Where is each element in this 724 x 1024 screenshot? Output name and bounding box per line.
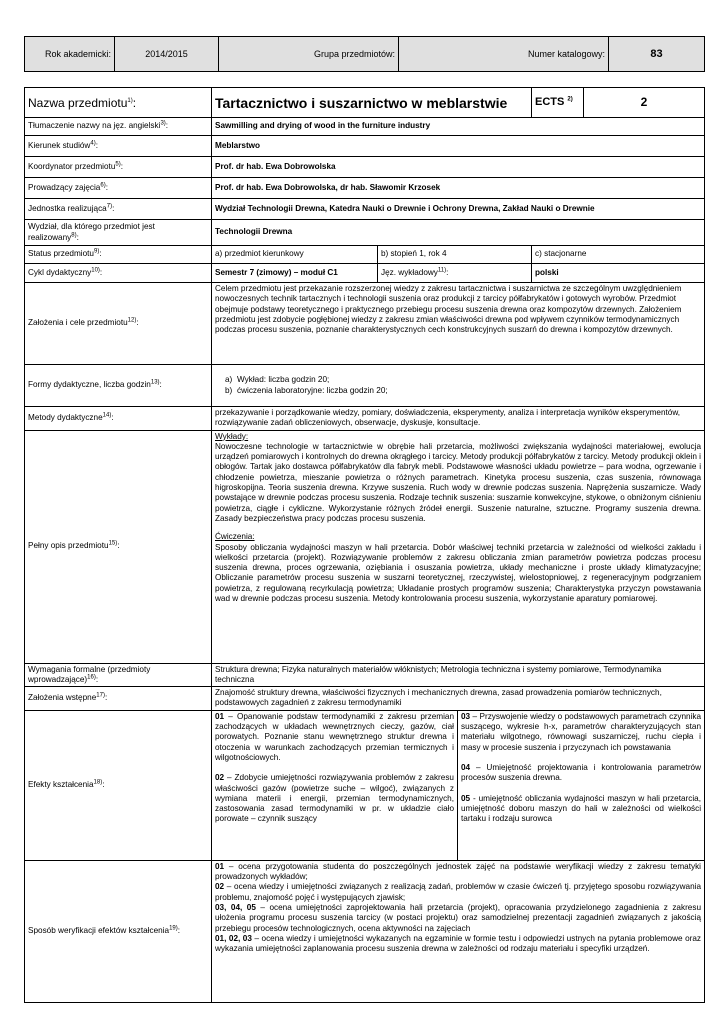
field-value: Meblarstwo — [212, 136, 705, 157]
teachers-label: Prowadzący zajęcia — [28, 182, 101, 192]
catalog-number-value: 83 — [609, 37, 705, 72]
forms-label: Formy dydaktyczne, liczba godzin — [28, 380, 151, 390]
effect-number: 05 — [461, 793, 471, 803]
effect-item — [461, 763, 701, 784]
coordinator-value: Prof. dr hab. Ewa Dobrowolska — [212, 157, 705, 178]
coordinator-label: Koordynator przedmiotu — [28, 161, 116, 171]
goals-text: Celem przedmiotu jest przekazanie rozszerzonej wiedzy z zakresu tartacznictwa i suszarnictwa ze szczególnym uwzględnieniem nowoczesnych technik tartacznych i technologii suszenia oraz produkcji z tarcicy półfabrykatów i gotowych wyrobów. Przedmiot obejmuje podstawy teoretycznego i praktycznego przebiegu procesu suszenia drewna oraz kompozytów drzewnych. Założeniem przedmiotu jest zdobycie pogłębionej wiedzy z zakresu zmian właściwości drewna pod wpływem czynników termodynamicznych podczas procesu suszenia, poznanie charakterystycznych cech konstrukcyjnych suszarń do drewna i kompozytów drzewnych. — [212, 283, 705, 365]
forms-lab: ćwiczenia laboratoryjne: liczba godzin 20; — [237, 385, 388, 395]
footnote-ref: 4) — [90, 140, 96, 147]
footnote-ref: 1) — [127, 97, 133, 104]
footnote-ref: 10) — [91, 267, 100, 274]
effect-number: 03 — [461, 711, 471, 721]
academic-year-label: Rok akademicki: — [25, 37, 115, 72]
status-mode: c) stacjonarne — [532, 246, 705, 264]
forms-list — [215, 375, 701, 396]
effect-number: 01, 02, 03 — [215, 933, 252, 943]
lectures-heading: Wykłady: — [215, 431, 249, 441]
footnote-ref: 11) — [437, 267, 447, 274]
forms-lecture: Wykład: liczba godzin 20; — [237, 375, 330, 385]
footnote-ref: 7) — [106, 203, 113, 210]
cycle-value: Semestr 7 (zimowy) – moduł C1 — [212, 264, 378, 283]
effects-label: Efekty kształcenia — [28, 780, 94, 790]
effect-item — [215, 862, 701, 883]
description-label: Pełny opis przedmiotu — [28, 541, 109, 551]
status-label: Status przedmiotu — [28, 249, 94, 259]
footnote-ref: 13) — [150, 379, 160, 386]
effect-number: 01 — [215, 861, 225, 871]
subject-name-value: Tartacznictwo i suszarnictwo w meblarstwie — [212, 88, 532, 118]
requirements-text: Struktura drewna; Fizyka naturalnych materiałów włóknistych; Metrologia techniczna i systemy pomiarowe, Termodynamika techniczna — [212, 663, 705, 687]
effect-number: 04 — [461, 762, 471, 772]
exercises-text: Sposoby obliczania wydajności maszyn w hali przetarcia. Dobór właściwej techniki przetarcia w zależności od wielkości zakładu i wielkości przetarcia (projekt). Rozwiązywanie problemów z zakresu obliczania zmian parametrów powietrza podczas procesu suszenia drewna, proces ogrzewania, oziębiania i osuszania powietrza, układy mechaniczne i proste układy klimatyzacyjne; Obliczanie parametrów procesu suszenia w suszarni teoretycznej, rzeczywistej, wielostopniowej, z regeneracyjnym podgrzaniem powietrza, z regulowaną recyrkulacją powietrza; Układanie prostych programów suszenia; Charakterystyka przyczyn powstawania wad w drewnie podczas procesu suszenia. Metody kontrolowania procesu suszenia, wykorzystanie aparatury pomiarowej. — [215, 542, 702, 604]
effect-text: – Przyswojenie wiedzy o podstawowych parametrach czynnika suszącego, wykresie h-x, parametrów charakteryzujących stan materiału wilgotnego, równowagi suszarniczej, ruchu ciepła i masy w procesie suszenia i przyczynach ich powstawania — [461, 711, 702, 752]
translation-value: Sawmilling and drying of wood in the furniture industry — [212, 118, 705, 136]
effect-text: – ocena wiedzy i umiejętności wykazanych na egzaminie w formie testu i odpowiedzi ustnych na pytania problemowe oraz wykazania umiejętności zaplanowania procesu suszenia drewna w zależności od rodzaju materiału i specyfiki urządzeń. — [215, 933, 702, 954]
language-value: polski — [532, 264, 705, 283]
effect-item — [215, 903, 701, 934]
effect-number: 02 — [215, 882, 225, 892]
translation-label: Tłumaczenie nazwy na jęz. angielski — [28, 121, 161, 131]
cycle-label: Cykl dydaktyczny — [28, 267, 92, 277]
methods-label: Metody dydaktyczne — [28, 413, 103, 423]
lectures-text: Nowoczesne technologie w tartacznictwie w obrębie hali przetarcia, możliwości zwiększania wydajności materiałowej, ewolucja urządzeń pomiarowych i kontrolnych do drewna okrągłego i tarcicy. Metody produkcji półfabrykatów z tarcicy. Metody produkcji oklein i obłogów. Tartak jako dostawca półfabrykatów dla fabryk mebli. Podstawowe własności układu powietrze – para wodna, ogrzewanie i chłodzenie powietrza, mieszanie powietrza o różnych parametrach. Kinetyka procesu suszenia, czas suszenia, równowaga higroskopijna. Teoria suszenia drewna. Krzywe suszenia. Ruch wody w drewnie podczas suszenia. Naprężenia suszarnicze. Wady powstające w drewnie podczas procesu suszenia. Rodzaje technik suszenia: suszarnie konwekcyjne, stykowe, o obniżonym ciśnieniu powietrza, ciągłe i cykliczne. Wykorzystanie różnych źródeł energii. Suszenie naturalne, sztuczne. Programy suszenia drewna. Zasady bezpieczeństwa pracy podczas procesu suszenia. — [215, 441, 702, 523]
exercises-heading: Ćwiczenia: — [215, 532, 255, 542]
syllabus-table: Nazwa przedmiotu$^{1)}$: Tartacznictwo i suszarnictwo w meblarstwie ECTS $^{2)}$ 2 Tłumaczenie nazwy na jęz. angielski$^{3)}$: Sawmilling and drying of wood in the furniture industry Kierunek studiów$^{4)}$: Meblarstwo Koordynator przedmiotu$^{5)}$: Prof. dr hab. Ewa Dobrowolska Prowadzący zajęcia$^{6)}$: Prof. dr hab. Ewa Dobrowolska, dr hab. Sławomir Krzosek Jednostka realizująca$^{7)}$: Wydział Technologii Drewna, Katedra Nauki o Drewnie i Ochrony Drewna, Zakład Nauki o Drewnie Wydział, dla którego przedmiot jest realizowany$^{8)}$: Technologii Drewna Status przedmiotu$^{9)}$: a) przedmiot kierunkowy b) stopień 1, rok 4 c) stacjonarne Cykl dydaktyczny$^{10)}$: Semestr 7 (zimowy) – moduł C1 Jęz. wykładowy$^{11)}$: polski Założenia i cele przedmiotu$^{12)}$: Celem przedmiotu jest przekazanie rozszerzonej wiedzy z zakresu tartacznictwa i suszarnictwa ze szczególnym uwzględnieniem nowoczesnych technik tartacznych i technologii suszenia oraz produkcji z tarcicy półfabrykatów i gotowych wyrobów. Przedmiot obejmuje podstawy teoretycznego i praktycznego przebiegu procesu suszenia drewna oraz kompozytów drzewnych. Założeniem przedmiotu jest zdobycie pogłębionej wiedzy z zakresu zmian właściwości drewna pod wpływem czynników termodynamicznych podczas procesu suszenia, poznanie charakterystycznych cech konstrukcyjnych suszarń do drewna i kompozytów drzewnych. Formy dydaktyczne, liczba godzin$^{13)}$: a) Wykład: liczba godzin 20; b) ćwiczenia laboratoryjne: liczba godzin 20; Metody dydaktyczne$^{14)}$: przekazywanie i porządkowanie wiedzy, pomiary, doświadczenia, eksperymenty, analiza i interpretacja wyników eksperymentów, rozwiązywanie zadań obliczeniowych, obserwacje, dyskusje, konsultacje. Pełny opis przedmiotu$^{15)}$: Wykłady: Nowoczesne technologie w tartacznictwie w obrębie hali przetarcia, możliwości zwiększania wydajności materiałowej, ewolucja urządzeń pomiarowych i kontrolnych do drewna okrągłego i tarcicy. Metody produkcji półfabrykatów z tarcicy. Metody produkcji oklein i obłogów. Tartak jako dostawca półfabrykatów dla fabryk mebli. Podstawowe własności układu powietrze – para wodna, ogrzewanie i chłodzenie powietrza, mieszanie powietrza o różnych parametrach. Kinetyka procesu suszenia, czas suszenia, równowaga higroskopijna. Teoria suszenia drewna. Krzywe suszenia. Ruch wody w drewnie podczas suszenia. Naprężenia suszarnicze. Wady powstające w drewnie podczas procesu suszenia. Rodzaje technik suszenia: suszarnie konwekcyjne, stykowe, o obniżonym ciśnieniu powietrza, ciągłe i cykliczne. Wykorzystanie różnych źródeł energii. Suszenie naturalne, sztuczne. Programy suszenia drewna. Zasady bezpieczeństwa pracy podczas procesu suszenia. Ćwiczenia: Sposoby obliczania wydajności maszyn w hali przetarcia. Dobór właściwej techniki przetarcia w zależności od wielkości zakładu i wielkości przetarcia (projekt). Rozwiązywanie problemów z zakresu obliczania zmian parametrów powietrza podczas procesu suszenia drewna, proces ogrzewania, oziębiania i osuszania powietrza, układy mechaniczne i proste układy klimatyzacyjne; Obliczanie parametrów procesu suszenia w suszarni teoretycznej, rzeczywistej, wielostopniowej, z regeneracyjnym podgrzaniem powietrza, z regulowaną recyrkulacją powietrza; Układanie prostych programów suszenia; Charakterystyka przyczyn powstawania wad w drewnie podczas procesu suszenia. Metody kontrolowania procesu suszenia, wykorzystanie aparatury pomiarowej. Wymagania formalne (przedmioty wprowadzające)$^{16)}$: Struktura drewna; Fizyka naturalnych materiałów włóknistych; Metrologia techniczna i systemy pomiarowe, Termodynamika techniczna Założenia wstępne$^{17)}$: Znajomość struktury drewna, właściwości fizycznych i mechanicznych drewna, zasad prowadzenia pomiarów technicznych, podstawowych zagadnień z zakresu termodynamiki Efekty kształcenia$^{18)}$: 01 – Opanowanie podstaw termodynamiki z zakresu przemian zachodzących w układach wewnętrznych cieczy, gazów, ciał porowatych. Poznanie stanu wewnętrznego struktur drewna i otoczenia w warunkach zachodzących przemian termicznych i wilgotnościowych. 02 – Zdobycie umiejętności rozwiązywania problemów z zakresu właściwości gazów (powietrze suche – wilgoć), związanych z wymiana materii i energii, przemian termodynamicznych, zastosowania zasad termodynamiki w pr. w układzie ciało porowate – czynnik suszący 03 – Przyswojenie wiedzy o podstawowych parametrach czynnika suszącego, wykresie h-x, parametrów charakteryzujących stan materiału wilgotnego, równowagi suszarniczej, ruchu ciepła i masy w procesie suszenia i przyczynach ich powstawania 04 – Umiejętność projektowania i kontrolowania parametrów procesów suszenia drewna. 05 - umiejętność obliczania wydajności maszyn w hali przetarcia, umiejętność doboru maszyn do hali w zależności od wielkości tartaku i rodzaju surowca Sposób weryfikacji efektów kształcenia$^{19)}$: 01 – ocena przygotowania studenta do poszczególnych jednostek zajęć na podstawie weryfikacji wiedzy z zakresu tematyki prowadzonych wykładów; 02 – ocena wiedzy i umiejętności związanych z realizacją zadań, problemów w czasie ćwiczeń tj. przyjętego sposobu rozwiązywania problemu, znajomość pojęć i występujących zjawisk; 03, 04, 05 – ocena umiejętności zaprojektowania hali przetarcia (projekt), opracowania przydzielonego zagadnienia z zakresu ułożenia programu procesu suszenia tarcicy (w postaci projektu) oraz samodzielnej prezentacji zagadnień związanych z jakością przebiegu procesów technologicznych, ocena aktywności na zajęciach 01, 02, 03 – ocena wiedzy i umiejętności wykazanych na egzaminie w formie testu i odpowiedzi ustnych na pytania problemowe oraz wykazania umiejętności zaplanowania procesu suszenia drewna w zależności od rodzaju materiału i specyfiki urządzeń. — [24, 87, 705, 1003]
effect-text: – ocena umiejętności zaprojektowania hali przetarcia (projekt), opracowania przydzielonego zagadnienia z zakresu ułożenia programu procesu suszenia tarcicy (w postaci projektu) oraz samodzielnej prezentacji zagadnień związanych z jakością przebiegu procesów technologicznych, ocena aktywności na zajęciach — [215, 902, 702, 933]
effects-right — [458, 710, 705, 860]
catalog-number-label: Numer katalogowy: — [399, 37, 609, 72]
teachers-value: Prof. dr hab. Ewa Dobrowolska, dr hab. Sławomir Krzosek — [212, 178, 705, 199]
subject-group-label: Grupa przedmiotów: — [219, 37, 399, 72]
effect-item — [461, 794, 701, 825]
list-marker: b) — [225, 385, 233, 395]
header-table — [24, 36, 705, 72]
academic-year-value: 2014/2015 — [115, 37, 219, 72]
status-type: a) przedmiot kierunkowy — [212, 246, 378, 264]
list-marker: a) — [225, 375, 233, 385]
list-item — [225, 386, 701, 396]
footnote-ref: 6) — [100, 182, 106, 189]
effect-item — [215, 882, 701, 903]
footnote-ref: 2) — [567, 96, 573, 103]
footnote-ref: 3) — [160, 120, 166, 127]
prerequisites-label: Założenia wstępne — [28, 693, 97, 703]
footnote-ref: 9) — [94, 248, 100, 255]
verification-label: Sposób weryfikacji efektów kształcenia — [28, 926, 170, 936]
unit-label: Jednostka realizująca — [28, 203, 107, 213]
faculty-value: Technologii Drewna — [212, 220, 705, 246]
effect-item — [215, 773, 454, 824]
effect-text: – ocena wiedzy i umiejętności związanych z realizacją zadań, problemów w czasie ćwiczeń tj. przyjętego sposobu rozwiązywania problemu, znajomość pojęć i występujących zjawisk; — [215, 882, 702, 902]
effect-item — [215, 934, 701, 955]
footnote-ref: 15) — [108, 540, 118, 547]
footnote-ref: 12) — [127, 317, 137, 324]
footnote-ref: 17) — [96, 692, 105, 699]
footnote-ref: 18) — [93, 779, 103, 786]
effects-left — [212, 710, 458, 860]
language-label: Jęz. wykładowy — [381, 267, 438, 277]
status-level: b) stopień 1, rok 4 — [378, 246, 532, 264]
requirements-label: Wymagania formalne (przedmioty wprowadzające) — [28, 664, 151, 684]
ects-label: ECTS — [535, 96, 565, 109]
effect-number: 03, 04, 05 — [215, 902, 256, 912]
subject-name-row: Nazwa przedmiotu$^{1)}$: Tartacznictwo i suszarnictwo w meblarstwie ECTS $^{2)}$ 2 — [25, 88, 705, 118]
list-item — [225, 375, 701, 385]
footnote-ref: 19) — [169, 925, 178, 932]
effect-item — [215, 712, 454, 763]
faculty-label: Wydział, dla którego przedmiot jest realizowany — [28, 222, 155, 242]
subject-name-label: Nazwa przedmiotu — [28, 95, 128, 110]
effect-text: – Umiejętność projektowania i kontrolowania parametrów procesów suszenia drewna. — [461, 762, 702, 783]
effect-text: - umiejętność obliczania wydajności maszyn w hali przetarcia, umiejętność doboru maszyn do hali w zależności od wielkości tartaku i rodzaju surowca — [461, 793, 702, 824]
footnote-ref: 8) — [71, 231, 77, 238]
effect-number: 01 — [215, 711, 225, 721]
effect-text: – ocena przygotowania studenta do poszczególnych jednostek zajęć na podstawie weryfikacji wiedzy z zakresu tematyki prowadzonych wykładów; — [215, 861, 702, 882]
methods-text: przekazywanie i porządkowanie wiedzy, pomiary, doświadczenia, eksperymenty, analiza i interpretacja wyników eksperymentów, rozwiązywanie zadań obliczeniowych, obserwacje, dyskusje, konsultacje. — [212, 407, 705, 431]
ects-value: 2 — [584, 88, 705, 118]
effect-text: – Zdobycie umiejętności rozwiązywania problemów z zakresu właściwości gazów (powietrze suche – wilgoć), związanych z wymiana materii i energii, przemian termodynamicznych, zastosowania zasad termodynamiki w pr. w układzie ciało porowate – czynnik suszący — [215, 773, 454, 824]
prerequisites-text: Znajomość struktury drewna, właściwości fizycznych i mechanicznych drewna, zasad prowadzenia pomiarów technicznych, podstawowych zagadnień z zakresu termodynamiki — [212, 687, 705, 711]
footnote-ref: 14) — [102, 412, 112, 419]
goals-label: Założenia i cele przedmiotu — [28, 318, 128, 328]
effect-number: 02 — [215, 773, 225, 783]
field-label: Kierunek studiów — [28, 140, 91, 150]
footnote-ref: 16) — [87, 674, 96, 681]
effect-text: – Opanowanie podstaw termodynamiki z zakresu przemian zachodzących w układach wewnętrznych cieczy, gazów, ciał porowatych. Poznanie stanu wewnętrznego struktur drewna i otoczenia w warunkach zachodzących przemian termicznych i wilgotnościowych. — [215, 711, 454, 762]
effect-item — [461, 712, 701, 753]
unit-value: Wydział Technologii Drewna, Katedra Nauki o Drewnie i Ochrony Drewna, Zakład Nauki o Drewnie — [212, 199, 705, 220]
footnote-ref: 5) — [115, 161, 121, 168]
verification-text — [212, 860, 705, 1002]
